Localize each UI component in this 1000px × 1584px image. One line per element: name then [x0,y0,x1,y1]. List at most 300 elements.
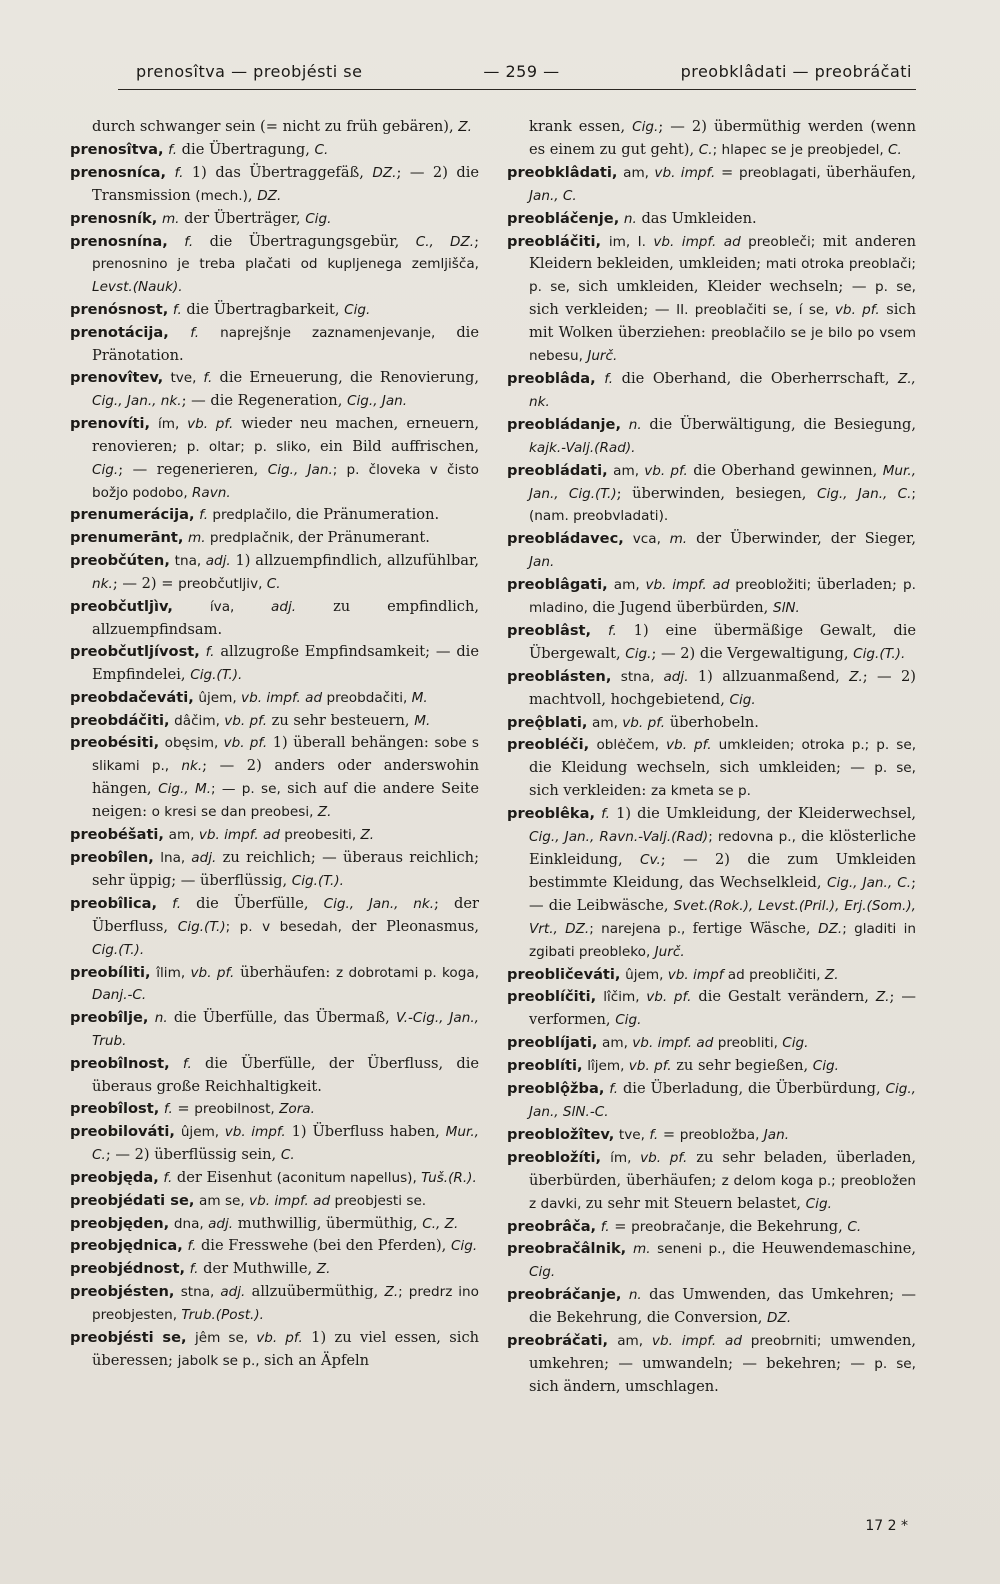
entry-german-gloss: ; — 2) die zum Umkleiden bestimmte Kleidung, das Wechselkleid, [529,851,916,891]
entry-german-gloss: 1) zu viel essen, sich überessen; [92,1329,480,1369]
entry-headword: preobčutljívost, [70,642,200,660]
entry-slovene-text: preobrniti; [741,1333,831,1350]
entry-german-gloss: 1) überall behängen: [267,734,435,752]
entry-german-gloss: die Erneuerung, die Renovierung, [212,368,480,386]
entry-grammar-or-source: Cig. [782,1035,809,1052]
entry-german-gloss: die Überladung, die Überbürdung, [618,1080,886,1098]
entry-slovene-text: ad preobličiti, [723,966,825,983]
header-left-guide-words: prenosîtva — preobjésti se [136,62,363,81]
entry-headword: preobčúten, [70,552,170,570]
entry-grammar-or-source: m. [669,531,688,548]
entry-grammar-or-source: vb. pf. [190,964,235,981]
entry-grammar-or-source: Jurč. [654,943,685,960]
entry-headword: preobdačeváti, [70,688,194,706]
dictionary-entry [507,574,916,620]
entry-grammar-or-source: vb. impf. ad [645,577,730,594]
entry-german-gloss: die Überwältigung, die Besiegung, [641,415,917,433]
entry-german-gloss: die Oberhand gewinnen, [687,461,883,479]
entry-german-gloss: wieder neu machen, erneuern, renovieren; [92,414,480,455]
entry-grammar-or-source: C., Z. [422,1215,459,1232]
entry-slovene-text: am, [168,827,199,844]
entry-slovene-text: am, [613,462,645,479]
entry-headword: preobličeváti, [507,965,621,983]
entry-slovene-text: ûjem, [180,1123,225,1140]
entry-slovene-text: predplačilo, [208,507,297,524]
entry-headword: preobklâdati, [507,163,618,181]
entry-grammar-or-source: Mur., Jan., Cig.(T.) [529,462,917,502]
entry-grammar-or-source: V.-Cig., Jan., Trub. [92,1010,480,1050]
entry-grammar-or-source: C. [280,1146,295,1163]
entry-slovene-text: íva, [209,599,272,616]
entry-german-gloss: ; — regenerieren, [118,460,268,478]
entry-headword: prenotácija, [70,324,169,342]
entry-grammar-or-source: adj. [205,553,231,570]
entry-grammar-or-source: Z. [384,1284,399,1301]
dictionary-entry [70,550,479,596]
entry-grammar-or-source: f. [649,1126,659,1143]
entry-headword: prenósnost, [70,301,169,319]
entry-slovene-text: preobesiti, [279,827,361,844]
entry-grammar-or-source: DZ. [372,164,397,181]
entry-slovene-text: dâčim, [174,712,225,729]
entry-german-gloss: der Muthwille, [198,1260,317,1278]
entry-headword: preobjęd​nica, [70,1237,183,1255]
entry-german-gloss: ; der Überfluss, [92,894,479,935]
dictionary-entry [507,1078,916,1124]
entry-grammar-or-source: vb. impf. ad [653,233,741,250]
entry-grammar-or-source: Cig. [632,119,659,135]
entry-slovene-text: ím, [158,415,188,432]
entry-headword: preobládati, [507,461,608,479]
dictionary-entry [70,504,479,527]
entry-german-gloss: = [609,1217,632,1235]
entry-grammar-or-source: Danj.-C. [92,987,147,1004]
entry-headword: preobláčenje, [507,209,620,227]
entry-german-gloss: 1) das Übertraggefäß, [183,163,373,181]
entry-grammar-or-source: Cig. [529,1264,556,1281]
entry-grammar-or-source: f. [199,507,209,524]
entry-german-gloss: überhäufen, [826,163,917,181]
entry-grammar-or-source: Ravn. [191,484,231,501]
entry-slovene-text: mati otroka preoblači; p. se, [529,256,916,296]
entry-grammar-or-source: Cig., Jan., nk. [323,895,435,912]
entry-german-gloss: ; überwinden, besiegen, [616,484,817,502]
entry-slovene-text: im, I. [608,233,654,250]
entry-grammar-or-source: nk. [92,576,113,593]
entry-slovene-text: preobjesti se. [330,1192,427,1209]
entry-grammar-or-source: vb. pf. [622,714,666,731]
entry-german-gloss: sich mit Wolken überziehen: [529,301,917,342]
entry-grammar-or-source: Cig., Jan. [346,392,408,409]
entry-grammar-or-source: m. [161,210,180,227]
dictionary-entry [70,1007,479,1053]
entry-headword: preobléči, [507,736,590,754]
entry-german-gloss: die Überfülle, [181,894,324,912]
entry-headword: prenovîtev, [70,368,164,386]
entry-slovene-text: am se, [199,1192,250,1209]
entry-headword: preobláčiti, [507,232,602,250]
entry-slovene-text: vca, [632,531,670,548]
entry-grammar-or-source: f. [172,302,182,319]
entry-grammar-or-source: Cig. [729,691,756,708]
entry-grammar-or-source: f. [172,895,182,912]
entry-grammar-or-source: Cig., Jan., C. [826,874,912,891]
entry-grammar-or-source: nk. [181,758,203,775]
entry-headword: preoblásten, [507,667,612,685]
entry-grammar-or-source: adj. [191,850,217,866]
entry-slovene-text: z delom koga p.; preobložen z davki, [529,1172,916,1212]
header-right-guide-words: preobklâdati — preobráčati [680,62,912,81]
entry-grammar-or-source: f. [189,1261,199,1278]
entry-german-gloss: ; — 2) anders oder anderswohin hängen, [92,757,479,798]
entry-german-gloss: sich an Äpfeln [263,1351,370,1369]
entry-grammar-or-source: Z. [875,989,890,1006]
entry-slovene-text: z dobrotami p. koga, [335,964,480,981]
entry-headword: prenumerānt, [70,529,184,547]
entry-slovene-text: ; p. v besedah, [225,918,352,935]
dictionary-entry [507,460,916,529]
entry-headword: preobdáčiti, [70,711,170,729]
dictionary-entry [507,964,916,987]
entry-grammar-or-source: DZ. [818,920,843,937]
entry-german-gloss: das Umwenden, das Umkehren; — die Bekehrung, die Conversion, [529,1286,917,1327]
entry-grammar-or-source: f. [601,806,610,823]
entry-grammar-or-source: C. [698,141,713,158]
entry-slovene-text: oblėčem, [596,737,667,754]
entry-german-gloss: ; — die Regeneration, [181,391,347,409]
entry-grammar-or-source: vb. pf. [666,737,712,754]
entry-german-gloss: zu sehr mit Steuern belastet, [585,1194,806,1212]
entry-grammar-or-source: Cv. [640,852,661,868]
entry-headword: prenosnína, [70,232,168,250]
entry-german-gloss: muthwillig, übermüthig, [233,1214,423,1232]
entry-headword: preobíliti, [70,963,151,981]
entry-grammar-or-source: M. [411,689,428,706]
dictionary-entry [507,1055,916,1078]
entry-headword: preobilováti, [70,1122,175,1140]
entry-slovene-text: sobe s slikami p., [92,735,479,775]
entry-german-gloss: die Jugend überbürden, [592,599,773,617]
entry-german-gloss: ; [474,232,480,250]
entry-german-gloss: fertige Wäsche, [692,919,819,937]
dictionary-entry [507,116,916,162]
entry-german-gloss: die Übertragung, [177,140,315,158]
entry-headword: preoblíjati, [507,1034,598,1052]
entry-grammar-or-source: vb. impf. ad [632,1035,714,1052]
entry-german-gloss: ein Bild auffrischen, [320,437,479,455]
entry-slovene-text: ; p. človeka v čisto božjo podobo, [92,461,479,501]
entry-slovene-text: ; (nam. preobvladati). [529,485,916,525]
entry-slovene-text: ; — p. se, [211,781,288,798]
entry-grammar-or-source: Z. [824,966,839,983]
entry-grammar-or-source: Jurč. [587,348,618,365]
entry-slovene-text: preobložba, [679,1126,764,1143]
entry-grammar-or-source: n. [628,416,642,433]
entry-german-gloss: die Überfülle, das Übermaß, [167,1009,396,1027]
entry-grammar-or-source: f. [607,622,617,639]
entry-german-gloss: die Oberhand, die Oberherrschaft, [613,369,899,387]
entry-slovene-text: jabolk se p., [177,1352,264,1369]
entry-german-gloss: 1) eine übermäßige Gewalt, die Übergewalt, [529,621,916,662]
dictionary-entry [70,641,479,687]
entry-grammar-or-source: m. [633,1241,651,1258]
entry-grammar-or-source: adj. [271,599,297,616]
entry-slovene-text: preobliti, [713,1035,783,1052]
entry-headword: preobráčati, [507,1332,609,1350]
entry-grammar-or-source: Cig. [92,461,119,478]
entry-headword: preobjésti se, [70,1329,187,1347]
entry-headword: preobîlen, [70,849,154,866]
dictionary-entry [507,1330,916,1398]
entry-grammar-or-source: vb. pf. [628,1058,672,1075]
entry-german-gloss: sich verkleiden: [529,782,651,800]
entry-slovene-text: obęsim, [164,735,224,752]
entry-german-gloss: allzuübermüthig, [245,1283,385,1301]
dictionary-entry [507,986,916,1032]
entry-headword: prenumerácija, [70,506,195,524]
entry-slovene-text: ; predrz ino preobjesten, [92,1284,479,1324]
entry-slovene-text: îlim, [156,964,191,981]
entry-grammar-or-source: Cig., Jan., nk. [92,392,182,409]
entry-grammar-or-source: Cig. [625,645,652,662]
dictionary-entry [507,528,916,574]
dictionary-entry [507,231,916,368]
entry-slovene-text: (mech.) [195,187,248,204]
entry-headword: preoblêka, [507,805,596,823]
entry-german-gloss: 1) allzuempfindlich, allzufühlbar, [230,552,480,570]
entry-slovene-text: za kmeta se p. [650,783,751,800]
entry-headword: preobjęden, [70,1214,170,1232]
entry-headword: preobložíti, [507,1148,602,1166]
entry-german-gloss: der Pleonasmus, [351,917,479,935]
dictionary-entry [70,596,479,641]
entry-grammar-or-source: Cig.(T.). [92,941,145,958]
dictionary-entry [70,847,479,893]
dictionary-entry [507,368,916,414]
entry-grammar-or-source: n. [154,1010,168,1027]
entry-grammar-or-source: Trub.(Post.). [181,1307,264,1324]
entry-grammar-or-source: Cig.(T.). [291,872,344,889]
entry-german-gloss: zu sehr besteuern, [267,711,415,729]
entry-grammar-or-source: adj. [220,1284,246,1301]
entry-grammar-or-source: DZ. [767,1310,792,1327]
entry-grammar-or-source: C. [888,141,902,158]
entry-grammar-or-source: vb. impf. ad [651,1333,742,1350]
entry-german-gloss: zu empfindlich, allzuempfindsam. [92,598,479,638]
dictionary-entry [70,1053,479,1098]
entry-headword: preoblâst, [507,621,592,639]
entry-german-gloss: überhobeln. [665,713,759,731]
entry-grammar-or-source: Cig.(T.) [177,918,226,935]
entry-german-gloss: die Überfülle, der Überfluss, die überaus große Reichhaltigkeit. [92,1055,479,1096]
entry-slovene-text: preobilnost, [194,1100,280,1117]
entry-german-gloss: krank essen, [529,118,633,135]
entry-grammar-or-source: n. [628,1287,642,1304]
entry-german-gloss: der Überträger, [179,209,306,227]
entry-german-gloss: = [715,163,739,181]
entry-grammar-or-source: f. [600,1218,610,1235]
entry-grammar-or-source: Cig. [812,1058,839,1075]
entry-grammar-or-source: DZ. [257,187,282,204]
entry-grammar-or-source: f. [190,325,200,342]
entry-slovene-text: lîčim, [603,989,647,1006]
running-head [70,62,916,89]
entry-grammar-or-source: vb. pf. [640,1149,688,1166]
header-rule [118,89,916,90]
dictionary-entry [70,732,479,824]
text-columns [70,116,916,1398]
entry-headword: preobjésten, [70,1283,175,1301]
entry-slovene-text: p. mladino, [529,577,916,617]
dictionary-entry [70,687,479,710]
dictionary-entry [507,1147,916,1216]
entry-grammar-or-source: vb. impf. [654,164,716,181]
entry-grammar-or-source: Z. [458,119,472,135]
entry-german-gloss: = [658,1125,680,1143]
entry-german-gloss: umwenden, umkehren; — umwandeln; — bekehren; — [529,1332,916,1372]
entry-german-gloss: der Eisenhut [172,1168,277,1186]
dictionary-entry [70,413,479,505]
entry-grammar-or-source: f. [182,1056,192,1073]
entry-grammar-or-source: Cig.(T.). [853,645,906,662]
entry-headword: preobéšati, [70,826,164,844]
entry-headword: prenosník, [70,209,158,227]
entry-german-gloss: 1) Überfluss haben, [285,1122,446,1140]
entry-headword: preobládanje, [507,415,621,433]
entry-grammar-or-source: Jan. [763,1126,790,1143]
entry-german-gloss: der Pränumerant. [297,529,430,547]
entry-german-gloss: die Pränumeration. [296,506,440,524]
dictionary-entry [70,231,479,300]
right-column [507,116,916,1398]
entry-german-gloss: die Kleidung wechseln, sich umkleiden; — [529,759,875,777]
entry-german-gloss: die Übertragbarkeit, [181,301,345,319]
entry-headword: preoblíti, [507,1057,583,1075]
dictionary-entry [70,322,479,367]
entry-german-gloss: 1) allzuanmaßend, [688,667,850,685]
entry-german-gloss: die klösterliche Einkleidung, [529,828,916,868]
entry-slovene-text: lîjem, [587,1058,629,1075]
entry-grammar-or-source: f. [205,643,215,660]
entry-slovene-text: ûjem, [625,966,668,983]
entry-grammar-or-source: f. [184,233,194,250]
entry-slovene-text: p. se, [874,1355,916,1372]
entry-german-gloss: überladen; [816,576,904,594]
entry-slovene-text: prenosnino je treba plačati od kupljenega zemljišča, [92,256,479,273]
dictionary-entry [70,1167,479,1190]
dictionary-entry [70,1327,479,1373]
entry-slovene-text: am, [602,1035,633,1052]
entry-german-gloss: die Übertragungsgebür, [193,232,416,250]
dictionary-entry [507,1032,916,1055]
entry-german-gloss: sich auf die andere Seite neigen: [92,780,479,821]
entry-slovene-text: II. preoblačiti se, í se, [676,302,835,319]
entry-slovene-text: predplačnik, [205,530,298,547]
entry-grammar-or-source: C., DZ. [415,233,475,250]
dictionary-entry [70,893,479,962]
entry-grammar-or-source: n. [623,210,637,227]
entry-german-gloss: ; — 2) die Transmission [92,163,479,204]
entry-grammar-or-source: vb. pf. [834,302,880,319]
dictionary-entry [70,1121,479,1167]
entry-german-gloss: die Heuwendemaschine, [732,1240,916,1258]
entry-slovene-text: ; hlapec se je preobjedel, [712,141,889,158]
dictionary-entry [70,299,479,322]
entry-grammar-or-source: Z. [316,1261,331,1278]
entry-grammar-or-source: kajk.-Valj.(Rad). [529,439,636,456]
entry-slovene-text: o kresi se dan preobesi, [151,804,318,821]
entry-headword: preobčutljìv, [70,598,173,616]
entry-grammar-or-source: Cig., Jan., C. [816,485,912,502]
entry-headword: preǫ̂blati, [507,713,588,731]
entry-headword: preobîlost, [70,1099,160,1117]
entry-grammar-or-source: C. [266,576,281,593]
entry-grammar-or-source: Tuš.(R.). [421,1169,477,1186]
entry-german-gloss: ; — 2) überflüssig sein, [105,1145,281,1163]
entry-grammar-or-source: Cig. [615,1012,642,1029]
entry-headword: preobjédnost, [70,1260,185,1278]
entry-grammar-or-source: Cig. [344,302,371,319]
entry-grammar-or-source: f. [203,369,213,386]
entry-headword: prenosníca, [70,163,167,181]
entry-headword: preobîlica, [70,894,158,912]
dictionary-entry [70,162,479,208]
entry-headword: preobjédati se, [70,1191,195,1209]
entry-grammar-or-source: Cig., Jan., SlN.-C. [529,1081,917,1120]
dictionary-entry [507,414,916,460]
entry-slovene-text: preobčutljiv, [178,576,267,593]
entry-slovene-text: p. se, [874,760,916,777]
entry-slovene-text: preobdačiti, [322,689,412,706]
entry-grammar-or-source: vb. pf. [223,735,268,752]
dictionary-entry [70,367,479,413]
entry-grammar-or-source: Jan. [529,554,555,571]
entry-headword: preobjęda, [70,1168,159,1186]
entry-grammar-or-source: Z. [317,804,332,821]
entry-grammar-or-source: vb. pf. [646,989,692,1006]
entry-slovene-text: tve, [170,369,204,386]
dictionary-entry [507,208,916,231]
entry-grammar-or-source: vb. impf. ad [249,1192,331,1209]
entry-grammar-or-source: M. [414,712,431,729]
entry-slovene-text: am, [623,164,655,181]
entry-grammar-or-source: vb. pf. [256,1330,303,1347]
dictionary-entry [507,1216,916,1239]
entry-headword: preobračâlnik, [507,1240,627,1258]
entry-grammar-or-source: Cig. [305,210,332,227]
entry-slovene-text: lna, [160,850,192,866]
entry-grammar-or-source: Z., nk. [529,370,916,410]
entry-grammar-or-source: Jan., C. [529,187,577,204]
dictionary-entry [70,962,479,1008]
entry-slovene-text: naprejšnje zaznamenjevanje, [199,325,457,342]
entry-slovene-text: ; narejena p., [589,920,693,937]
entry-german-gloss: durch schwanger sein (= nicht zu früh gebären), [92,118,459,135]
entry-slovene-text: stna, [620,668,664,685]
entry-slovene-text: tna, [174,553,206,570]
entry-grammar-or-source: vb. impf. ad [241,689,323,706]
entry-grammar-or-source: Mur., C. [92,1123,479,1163]
entry-grammar-or-source: SlN. [772,600,800,617]
entry-grammar-or-source: vb. impf. [224,1123,286,1140]
entry-grammar-or-source: f. [163,1169,173,1186]
dictionary-entry [70,710,479,733]
entry-grammar-or-source: Z. [849,668,863,685]
entry-slovene-text: jêm se, [194,1330,257,1347]
entry-german-gloss: 1) die Umkleidung, der Kleiderwechsel, [609,805,917,823]
entry-slovene-text: preobložiti; [729,577,817,594]
entry-slovene-text: preoblačilo se je bilo po vsem nebesu, [529,325,916,365]
